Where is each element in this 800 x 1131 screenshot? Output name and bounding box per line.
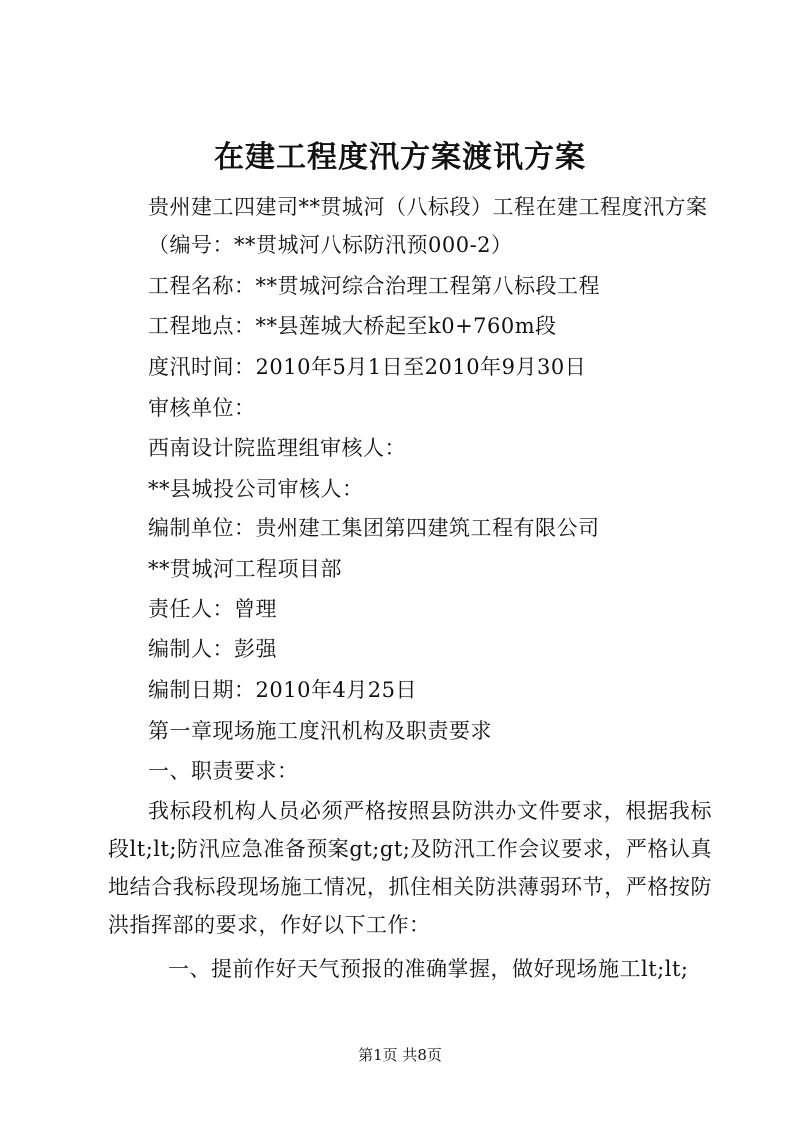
body-paragraph: 我标段机构人员必须严格按照县防洪办文件要求，根据我标段lt;lt;防汛应急准备预案gt;gt;及防汛工作会议要求，严格认真地结合我标段现场施工情况，抓住相关防洪薄弱环节，严格按防洪指挥部的要求，作好以下工作： [108,799,712,937]
document-line: 编制单位：贵州建工集团第四建筑工程有限公司 [148,516,600,540]
document-line: **县城投公司审核人： [148,477,364,501]
document-line: 责任人：曾理 [148,597,277,621]
document-line: 度汛时间：2010年5月1日至2010年9月30日 [148,355,587,379]
document-line: （编号：**贯城河八标防汛预000-2） [148,233,513,257]
document-line: **贯城河工程项目部 [148,557,342,581]
document-line: 西南设计院监理组审核人： [148,436,406,460]
document-line: 第一章现场施工度汛机构及职责要求 [148,719,492,743]
document-line: 编制日期：2010年4月25日 [148,678,418,702]
document-line: 编制人：彭强 [148,637,277,661]
document-line: 一、提前作好天气预报的准确掌握，做好现场施工lt;lt; [168,957,689,981]
document-line: 工程名称：**贯城河综合治理工程第八标段工程 [148,274,600,298]
document-title: 在建工程度汛方案渡讯方案 [214,140,586,175]
document-line: 工程地点：**县莲城大桥起至k0+760m段 [148,314,557,338]
document-line: 一、职责要求： [148,759,299,783]
document-line: 贵州建工四建司**贯城河（八标段）工程在建工程度汛方案 [148,195,708,219]
document-line: 审核单位： [148,396,256,420]
page-number: 第1页 共8页 [358,1046,442,1064]
